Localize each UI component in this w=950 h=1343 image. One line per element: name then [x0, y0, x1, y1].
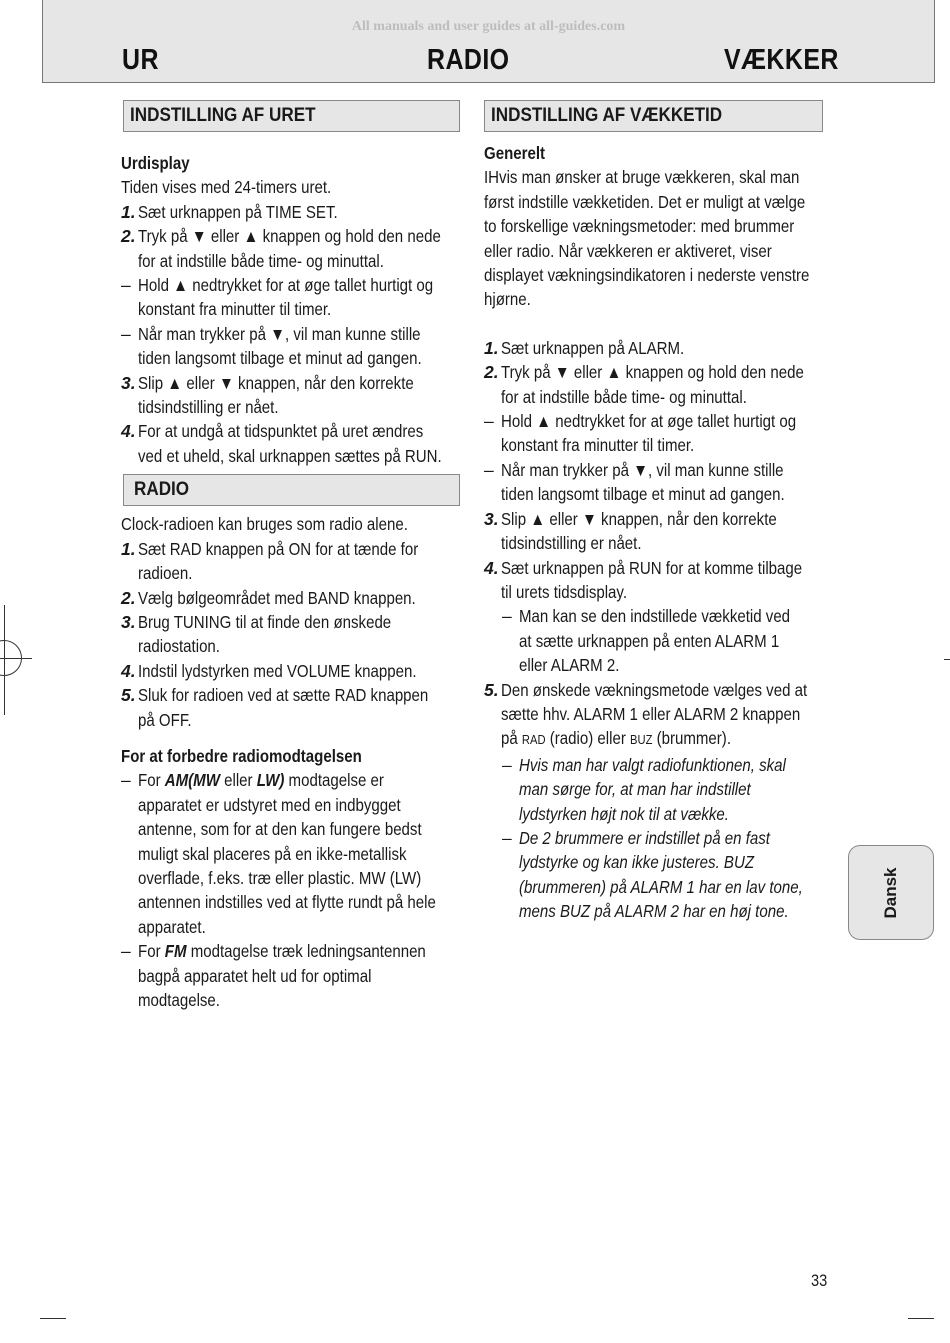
step-1: 1. Sæt urknappen på TIME SET. — [121, 201, 338, 222]
intro-line: først indstille vækketiden. Det er muligt at vælge — [484, 191, 806, 212]
generelt-heading: Generelt — [484, 143, 546, 163]
dash-note-2: – Når man trykker på ▼, vil man kunne stille tiden langsomt tilbage et minut ad gangen. — [121, 323, 422, 369]
alarm-dash-note-1: – Hold ▲ nedtrykket for at øge tallet hurtigt og konstant fra minutter til timer. — [484, 411, 797, 456]
am-note: – For AM(MW eller LW) modtagelse er apparatet er udstyret med en indbygget antenne, som for at den kan fungere bedst muligt skal placeres på en ikke-metallisk overflade, f.eks. træ eller plastic. MW (LW) antennen indstilles ved at flytte rundt på hele apparatet. — [121, 770, 436, 937]
urdisplay-heading: Urdisplay — [121, 153, 190, 173]
radio-intro: Clock-radioen kan bruges som radio alene. — [121, 514, 408, 535]
header-title-radio: RADIO — [427, 44, 510, 76]
left-column — [121, 100, 466, 1012]
paragraph-line: Tiden vises med 24-timers uret. — [121, 177, 332, 198]
header-title-ur: UR — [122, 44, 159, 76]
step-4: 4. For at undgå at tidspunktet på uret ændres ved et uheld, skal urknappen sættes på RUN. — [121, 421, 442, 466]
page-number: 33 — [811, 1271, 828, 1290]
alarm-step-5: 5. Den ønskede vækningsmetode vælges ved at sætte hhv. ALARM 1 eller ALARM 2 knappen på RAD (radio) eller BUZ (brummer). — [484, 679, 808, 749]
alarm-italic-note-2: – De 2 brummere er indstillet på en fast lydstyrke og kan ikke justeres. BUZ (brummeren) på ALARM 1 har en lav tone, mens BUZ på ALARM 2 har en høj tone. — [502, 827, 803, 922]
language-tab — [848, 845, 934, 940]
improve-reception-heading: For at forbedre radiomodtagelsen — [121, 745, 362, 766]
alarm-step-4-note: – Man kan se den indstillede vækketid ved at sætte urknappen på enten ALARM 1 eller ALARM 2. — [502, 606, 791, 676]
section-heading-radio: RADIO — [123, 474, 460, 506]
alarm-step-1: 1. Sæt urknappen på ALARM. — [484, 337, 685, 358]
alarm-step-4: 4. Sæt urknappen på RUN for at komme tilbage til urets tidsdisplay. — [484, 557, 803, 602]
page-header — [42, 0, 935, 83]
section-heading-indstilling-af-vaekketid: INDSTILLING AF VÆKKETID — [484, 100, 823, 132]
alarm-italic-note-1: – Hvis man har valgt radiofunktionen, skal man sørge for, at man har indstillet lydstyrken højt nok til at vække. — [502, 754, 786, 824]
radio-step-1: 1. Sæt RAD knappen på ON for at tænde for radioen. — [121, 538, 419, 584]
section-heading-indstilling-af-uret: INDSTILLING AF URET — [123, 100, 460, 132]
header-title-vaekker: VÆKKER — [724, 44, 839, 76]
step-2: 2. Tryk på ▼ eller ▲ knappen og hold den nede for at indstille både time- og minuttal. — [121, 226, 441, 271]
alarm-step-3: 3. Slip ▲ eller ▼ knappen, når den korrekte tidsindstilling er nået. — [484, 508, 777, 554]
crop-mark — [908, 1318, 934, 1319]
language-tab-label: Dansk — [881, 866, 900, 919]
crop-mark — [40, 1318, 66, 1319]
intro-line: hjørne. — [484, 289, 531, 310]
intro-line: to forskellige vækningsmetoder: med brummer — [484, 216, 795, 237]
intro-line: displayet vækningsindikatoren i nederste venstre — [484, 265, 810, 286]
dash-note-1: – Hold ▲ nedtrykket for at øge tallet hurtigt og konstant fra minutter til timer. — [121, 275, 434, 320]
right-column — [484, 100, 829, 924]
fm-note: – For FM modtagelse træk ledningsantennen bagpå apparatet helt ud for optimal modtagelse. — [121, 941, 426, 1010]
watermark: All manuals and user guides at all-guides.com — [351, 19, 626, 34]
alarm-dash-note-2: – Når man trykker på ▼, vil man kunne stille tiden langsomt tilbage et minut ad gangen. — [484, 459, 785, 505]
radio-step-2: 2. Vælg bølgeområdet med BAND knappen. — [121, 587, 416, 608]
radio-step-3: 3. Brug TUNING til at finde den ønskede radiostation. — [121, 611, 392, 657]
step-3: 3. Slip ▲ eller ▼ knappen, når den korrekte tidsindstilling er nået. — [121, 372, 414, 418]
radio-step-5: 5. Sluk for radioen ved at sætte RAD knappen på OFF. — [121, 685, 429, 730]
alarm-step-2: 2. Tryk på ▼ eller ▲ knappen og hold den nede for at indstille både time- og minuttal. — [484, 362, 804, 407]
intro-line: IHvis man ønsker at bruge vækkeren, skal man — [484, 167, 800, 188]
radio-step-4: 4. Indstil lydstyrken med VOLUME knappen. — [121, 660, 417, 681]
intro-line: eller radio. Når vækkeren er aktiveret, viser — [484, 240, 772, 261]
crop-mark — [944, 659, 950, 660]
